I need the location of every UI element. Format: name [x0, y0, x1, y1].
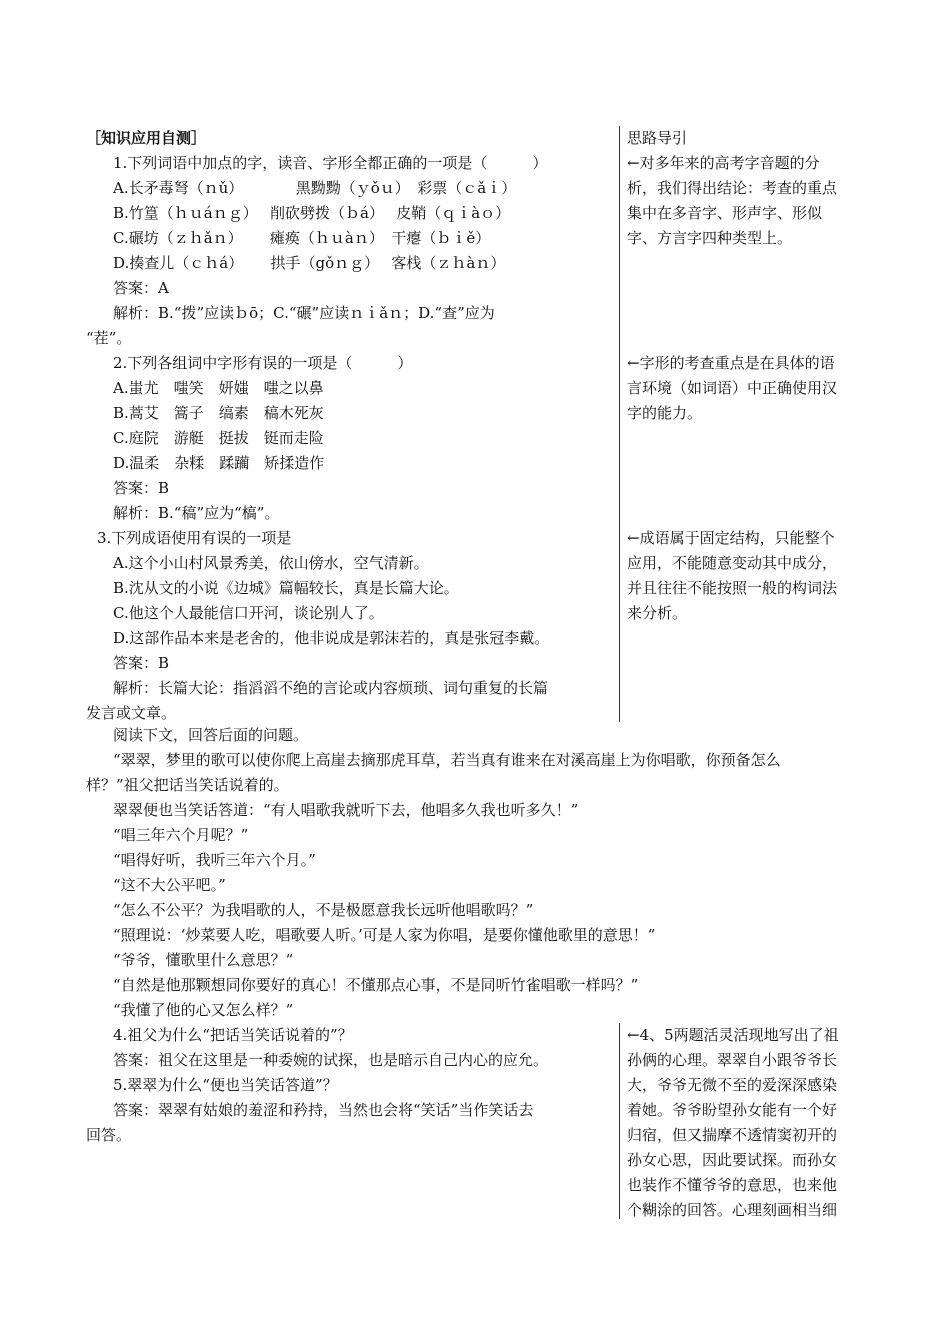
hint-3-line: ←成语属于固定结构，只能整个 [627, 529, 835, 547]
question-3-option-a: A.这个小山村风景秀美，依山傍水，空气清新。 [113, 554, 429, 572]
question-1-option-a: A.长矛毒弩（ｎǔ） 黑黝黝（ｙǒｕ） 彩票（ｃǎｉ） [113, 179, 517, 197]
question-3-option-d: D.这部作品本来是老舍的，他非说成是郭沫若的，真是张冠李戴。 [113, 629, 550, 647]
hint-2-line: ←字形的考查重点是在具体的语 [627, 354, 835, 372]
question-3-analysis-cont: 发言或文章。 [86, 704, 177, 722]
question-1-option-c: C.碾坊（ｚｈǎｎ） 瘫痪（ｈｕàｎ） 干瘪（ｂｉě） [113, 229, 491, 247]
column-divider [619, 126, 620, 722]
question-1-stem: 1.下列词语中加点的字，读音、字形全都正确的一项是（ ） [113, 154, 548, 172]
section-heading: ［知识应用自测］ [86, 129, 207, 147]
passage-line: “我懂了他的心又怎么样？” [113, 1001, 294, 1019]
hint-4-line: 个糊涂的回答。心理刻画相当细 [627, 1201, 838, 1219]
question-5-answer: 答案：翠翠有姑娘的羞涩和矜持，当然也会将“笑话”当作笑话去 [113, 1101, 534, 1119]
passage-line: 翠翠便也当笑话答道：“有人唱歌我就听下去，他唱多久我也听多久！” [113, 801, 579, 819]
hint-1-line: 析，我们得出结论：考查的重点 [627, 179, 838, 197]
hint-1-line: ←对多年来的高考字音题的分 [627, 154, 820, 172]
hint-4-line: 归宿，但又揣摩不透情窦初开的 [627, 1126, 838, 1144]
question-5-answer-cont: 回答。 [86, 1126, 132, 1144]
question-4-stem: 4.祖父为什么“把话当笑话说着的”？ [113, 1026, 353, 1044]
hint-4-line: 也装作不懂爷爷的意思，也来他 [627, 1176, 838, 1194]
question-3-analysis: 解析：长篇大论：指滔滔不绝的言论或内容烦琐、词句重复的长篇 [113, 679, 549, 697]
question-1-option-b: B.竹篁（ｈｕáｎｇ） 削砍劈拨（ｂá） 皮鞘（ｑｉàｏ） [113, 204, 511, 222]
passage-line: 样？”祖父把话当笑话说着的。 [86, 776, 289, 794]
question-1-option-d: D.揍查儿（ｃｈá） 拱手（gǒｎｇ） 客栈（ｚｈàｎ） [113, 254, 506, 272]
passage-line: “照理说：‘炒菜要人吃，唱歌要人听。’可是人家为你唱，是要你懂他歌里的意思！” [113, 926, 656, 944]
question-3-option-b: B.沈从文的小说《边城》篇幅较长，真是长篇大论。 [113, 579, 459, 597]
question-1-analysis: 解析：B.“拨”应读ｂō；C.“碾”应读ｎｉǎｎ；D.“查”应为 [113, 304, 495, 322]
hint-4-line: 着她。爷爷盼望孙女能有一个好 [627, 1101, 838, 1119]
question-5-stem: 5.翠翠为什么“便也当笑话答道”？ [113, 1076, 338, 1094]
question-4-answer: 答案：祖父在这里是一种委婉的试探，也是暗示自己内心的应允。 [113, 1051, 549, 1069]
question-2-option-d: D.温柔 杂糅 蹂躏 矫揉造作 [113, 454, 325, 472]
passage-line: “唱三年六个月呢？” [113, 826, 249, 844]
hint-1-line: 集中在多音字、形声字、形似 [627, 204, 823, 222]
question-3-option-c: C.他这个人最能信口开河，谈论别人了。 [113, 604, 384, 622]
column-divider [619, 1023, 620, 1219]
hint-3-line: 应用，不能随意变动其中成分， [627, 554, 838, 572]
sidebar-title: 思路导引 [627, 129, 688, 147]
passage-line: “自然是他那颗想同你要好的真心！不懂那点心事，不是同听竹雀唱歌一样吗？” [113, 976, 639, 994]
question-2-option-a: A.蚩尤 嗤笑 妍媸 嗤之以鼻 [113, 379, 324, 397]
question-2-answer: 答案：B [113, 479, 170, 497]
passage-line: “唱得好听，我听三年六个月。” [113, 851, 316, 869]
reading-intro: 阅读下文，回答后面的问题。 [113, 726, 309, 744]
hint-3-line: 来分析。 [627, 604, 688, 622]
hint-3-line: 并且往往不能按照一般的构词法 [627, 579, 838, 597]
question-3-stem: 3.下列成语使用有误的一项是 [97, 529, 292, 547]
question-1-analysis-cont: “茬”。 [86, 329, 132, 347]
question-1-answer: 答案：A [113, 279, 169, 297]
hint-4-line: 孙女心思，因此要试探。而孙女 [627, 1151, 838, 1169]
question-2-stem: 2.下列各组词中字形有误的一项是（ ） [113, 354, 413, 372]
hint-4-line: ←4、5两题活灵活现地写出了祖 [627, 1026, 839, 1044]
hint-4-line: 孙俩的心理。翠翠自小跟爷爷长 [627, 1051, 838, 1069]
passage-line: “翠翠，梦里的歌可以使你爬上高崖去摘那虎耳草，若当真有谁来在对溪高崖上为你唱歌，你预备怎么 [113, 751, 781, 769]
hint-4-line: 大，爷爷无微不至的爱深深感染 [627, 1076, 838, 1094]
hint-2-line: 字的能力。 [627, 404, 703, 422]
question-3-answer: 答案：B [113, 654, 170, 672]
hint-2-line: 言环境（如词语）中正确使用汉 [627, 379, 838, 397]
question-2-option-c: C.庭院 游艇 挺拔 铤而走险 [113, 429, 324, 447]
question-2-analysis: 解析：B.“稿”应为“槁”。 [113, 504, 280, 522]
passage-line: “这不大公平吧。” [113, 876, 226, 894]
question-2-option-b: B.蒿艾 篙子 缟素 稿木死灰 [113, 404, 324, 422]
passage-line: “爷爷，懂歌里什么意思？” [113, 951, 294, 969]
hint-1-line: 字、方言字四种类型上。 [627, 229, 793, 247]
passage-line: “怎么不公平？为我唱歌的人，不是极愿意我长远听他唱歌吗？” [113, 901, 534, 919]
